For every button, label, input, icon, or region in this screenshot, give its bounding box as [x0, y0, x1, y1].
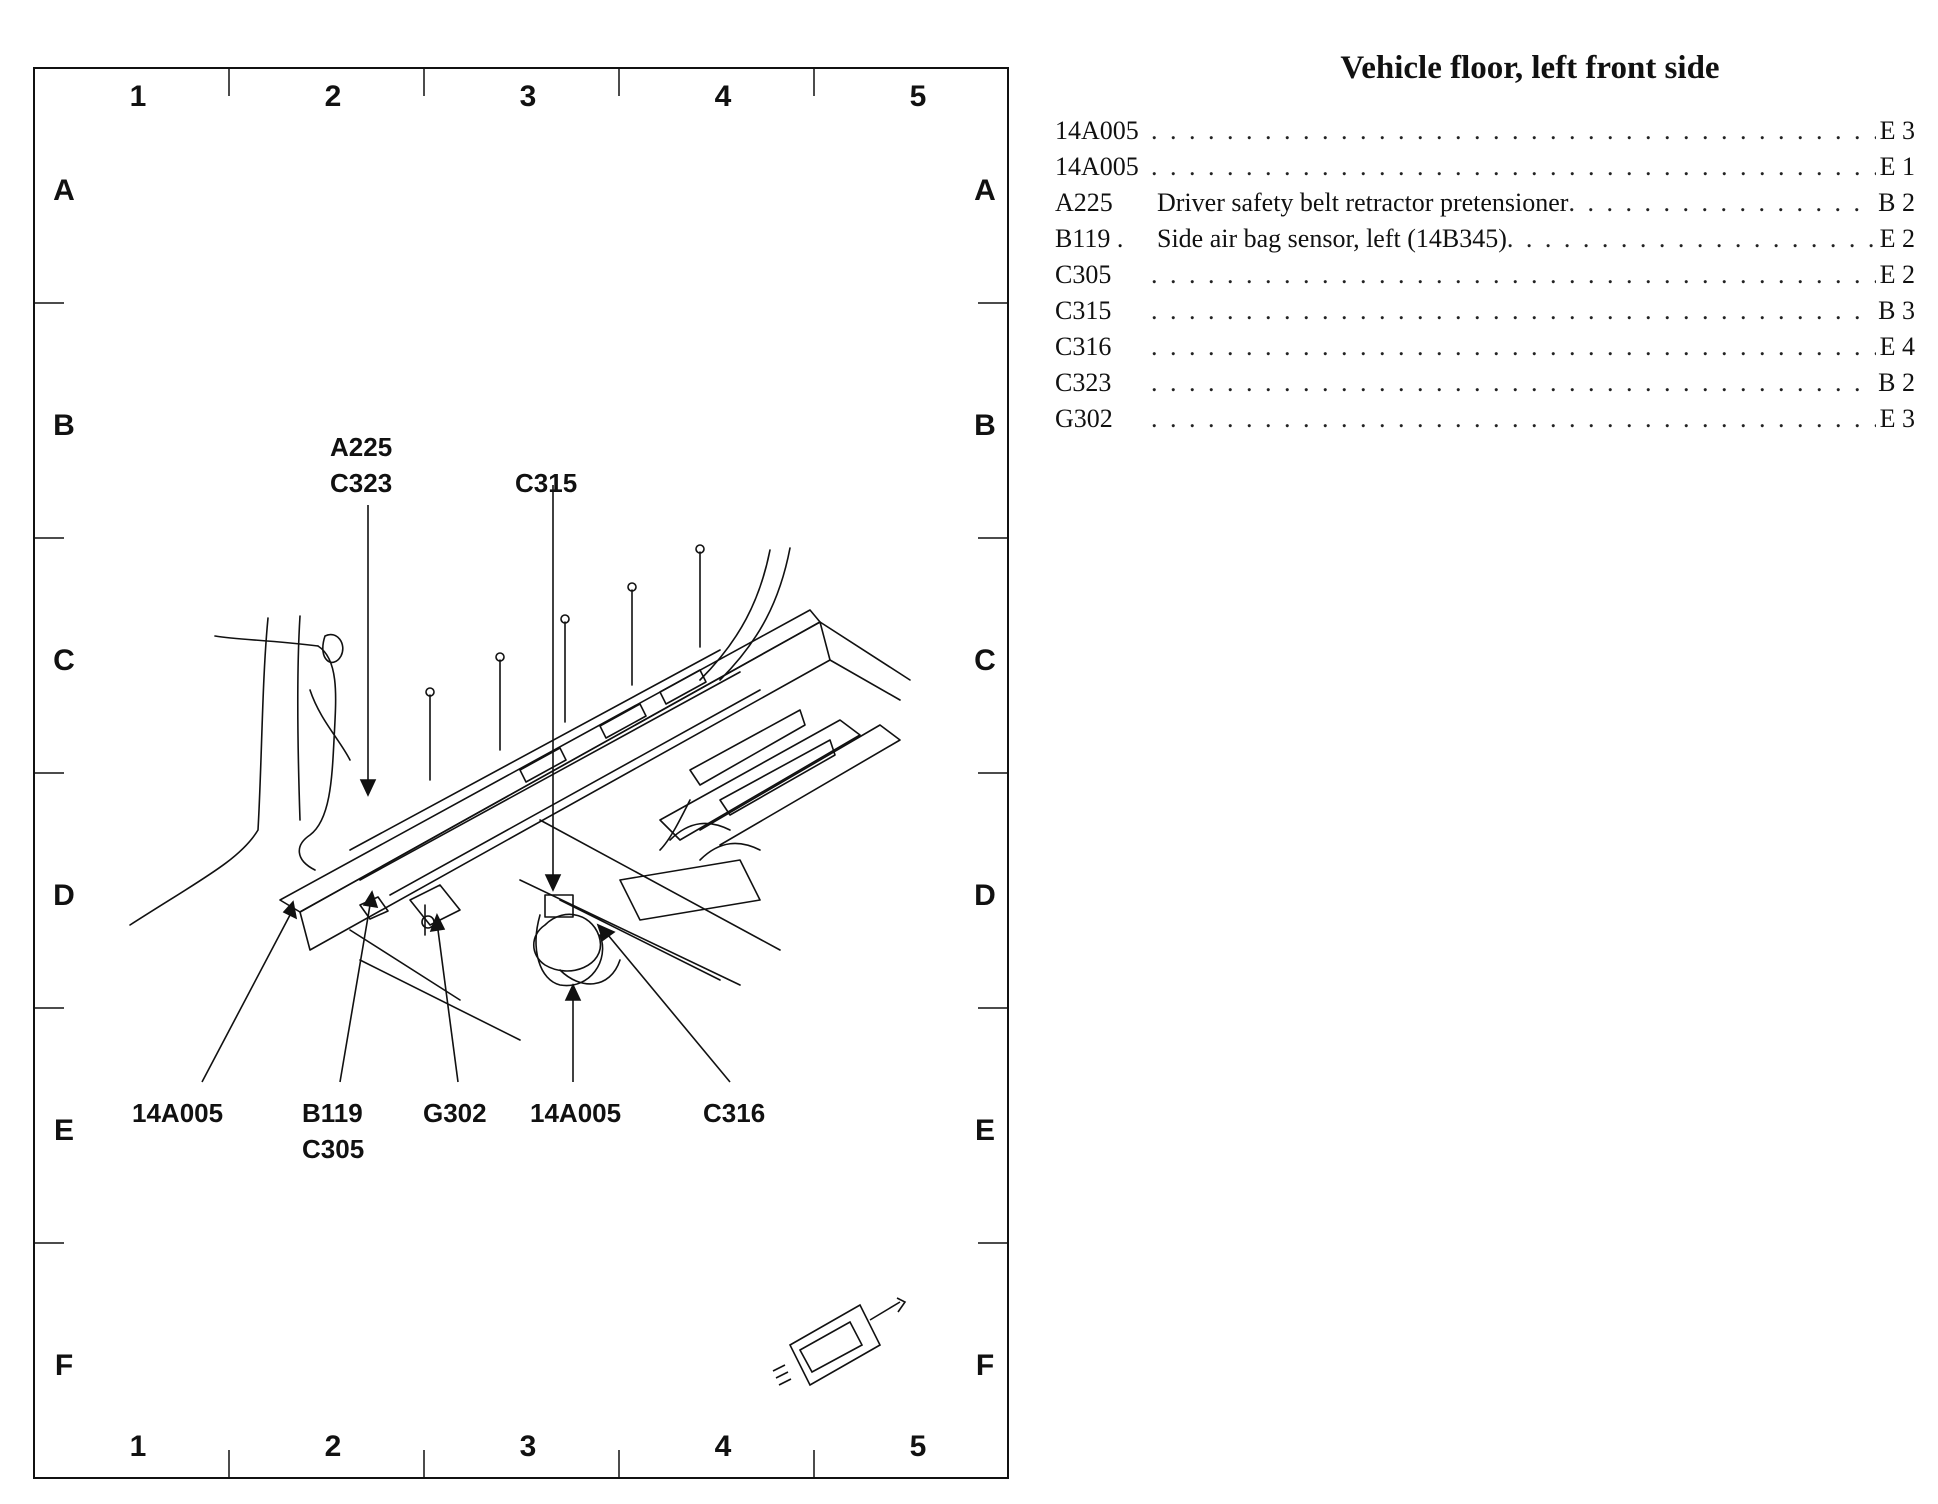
col-label-top: 2 [324, 80, 342, 113]
row-label-right: C [974, 644, 996, 677]
callout-leader-lines [202, 485, 730, 1082]
legend-leader-dots [1151, 401, 1876, 437]
legend-code: 14A005 [1055, 116, 1139, 145]
callout-g302: G302 [423, 1098, 487, 1128]
legend-row [1055, 401, 1915, 437]
legend-description: Side air bag sensor, left (14B345) [1157, 224, 1507, 253]
row-label-left: E [53, 1114, 75, 1147]
row-label-right: D [974, 879, 996, 912]
legend-leader-dots [1151, 113, 1876, 149]
callout-c305: C305 [302, 1134, 365, 1164]
col-label-top: 1 [129, 80, 147, 113]
col-label-bottom: 4 [714, 1430, 732, 1463]
row-label-right: A [974, 174, 996, 207]
callout-b119: B119 [302, 1098, 363, 1128]
front-direction-car-icon [773, 1298, 905, 1385]
legend-grid-location: E 3 [1879, 116, 1915, 145]
callout-c315: C315 [515, 468, 578, 498]
legend-grid-location: E 1 [1879, 152, 1915, 181]
legend-title: Vehicle floor, left front side [1340, 50, 1720, 86]
legend-code: 14A005 [1055, 152, 1139, 181]
row-label-left: D [53, 879, 75, 912]
row-label-left: F [54, 1349, 74, 1382]
legend-list [1055, 113, 1915, 437]
legend-leader-dots [1151, 149, 1876, 185]
callout-14a005-mid: 14A005 [530, 1098, 622, 1128]
row-label-left: B [53, 409, 75, 442]
col-label-bottom: 3 [519, 1430, 537, 1463]
legend-code: C323 [1055, 368, 1112, 397]
legend-code: C305 [1055, 260, 1112, 289]
legend-leader-dots [1151, 293, 1874, 329]
legend-grid-location: B 2 [1878, 188, 1915, 217]
legend-row [1055, 293, 1915, 329]
legend-grid-location: E 2 [1879, 224, 1915, 253]
col-label-bottom: 2 [324, 1430, 342, 1463]
legend-row [1055, 257, 1915, 293]
legend-grid-location: E 2 [1879, 260, 1915, 289]
legend-code: C316 [1055, 332, 1112, 361]
legend-row [1055, 365, 1915, 401]
legend-grid-location: B 3 [1878, 296, 1915, 325]
legend-leader-dots [1507, 221, 1876, 257]
row-label-left: C [53, 644, 75, 677]
legend-description: Driver safety belt retractor pretensioner [1157, 188, 1569, 217]
col-label-top: 5 [909, 80, 927, 113]
legend-grid-location: E 3 [1879, 404, 1915, 433]
col-label-top: 4 [714, 80, 732, 113]
callout-14a005-left: 14A005 [132, 1098, 224, 1128]
row-label-left: A [53, 174, 75, 207]
callout-c323: C323 [330, 468, 393, 498]
row-label-right: B [974, 409, 996, 442]
legend-grid-location: E 4 [1879, 332, 1915, 361]
legend-row [1055, 185, 1915, 221]
legend-leader-dots [1151, 329, 1876, 365]
legend-row [1055, 221, 1915, 257]
legend-code: A225 [1055, 188, 1113, 217]
callout-a225: A225 [330, 432, 393, 462]
callout-c316: C316 [703, 1098, 766, 1128]
legend-code: C315 [1055, 296, 1112, 325]
legend-code: B119 . [1055, 224, 1124, 253]
legend-leader-dots [1151, 365, 1874, 401]
legend-code: G302 [1055, 404, 1113, 433]
row-label-right: E [974, 1114, 996, 1147]
vehicle-floor-drawing [130, 545, 910, 1040]
row-label-right: F [975, 1349, 995, 1382]
legend-row [1055, 149, 1915, 185]
legend-row [1055, 113, 1915, 149]
col-label-bottom: 5 [909, 1430, 927, 1463]
col-label-bottom: 1 [129, 1430, 147, 1463]
component-legend [1055, 50, 1915, 437]
legend-row [1055, 329, 1915, 365]
legend-grid-location: B 2 [1878, 368, 1915, 397]
legend-leader-dots [1151, 257, 1876, 293]
legend-leader-dots [1568, 185, 1874, 221]
col-label-top: 3 [519, 80, 537, 113]
